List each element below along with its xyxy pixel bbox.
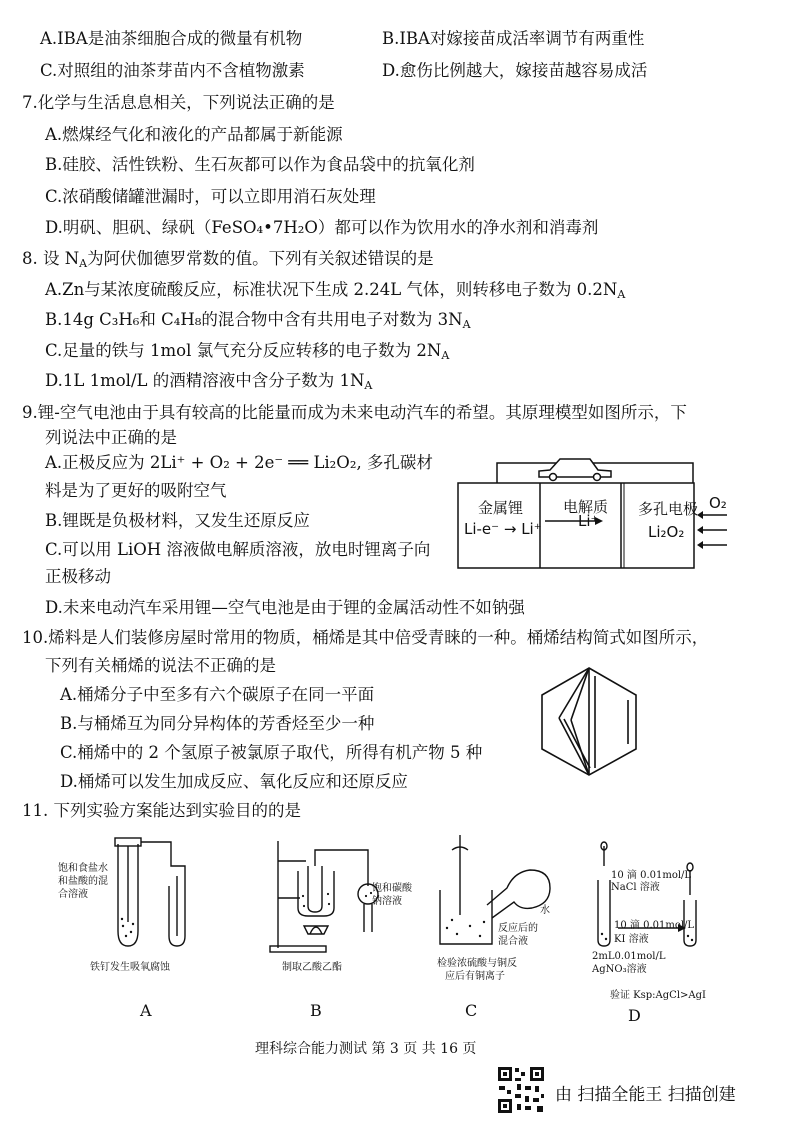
q10-stem-line2: 下列有关桶烯的说法不正确的是 [45,656,276,675]
q9-option-a-line2: 料是为了更好的吸附空气 [45,481,227,500]
q10-option-d: D.桶烯可以发生加成反应、氧化反应和还原反应 [60,772,408,791]
apparatus-b-label: B [310,1001,322,1020]
apparatus-c-water: 水 [540,905,550,916]
li2o2-label: Li₂O₂ [648,523,685,541]
q9-option-c-line1: C.可以用 LiOH 溶液做电解质溶液，放电时锂离子向 [45,540,431,559]
porous-electrode-label: 多孔电极 [638,500,699,518]
apparatus-d-drop2-b: KI 溶液 [614,934,649,945]
q10-option-c: C.桶烯中的 2 个氢原子被氯原子取代，所得有机产物 5 种 [60,743,483,762]
apparatus-c-label: C [465,1001,478,1020]
q7-option-b: B.硅胶、活性铁粉、生石灰都可以作为食品袋中的抗氧化剂 [45,155,475,174]
q11-stem: 11. 下列实验方案能达到实验目的的是 [22,801,301,820]
q6-option-a: A.IBA是油茶细胞合成的微量有机物 [40,29,303,48]
q7-option-c: C.浓硝酸储罐泄漏时，可以立即用消石灰处理 [45,187,376,206]
apparatus-d-base-1: 2mL0.01mol/L [592,951,666,962]
apparatus-a-reagent-1: 饱和食盐水 [58,863,108,874]
apparatus-d-base-2: AgNO₃溶液 [592,964,647,975]
q10-option-b: B.与桶烯互为同分异构体的芳香烃至少一种 [60,714,375,733]
metal-lithium-label: 金属锂 [478,499,524,517]
apparatus-b-reagent-1: 饱和碳酸 [372,883,412,894]
scanner-watermark: 由 扫描全能王 扫描创建 [555,1085,736,1105]
q9-option-d: D.未来电动汽车采用锂—空气电池是由于锂的金属活动性不如钠强 [45,598,525,617]
q10-stem-line1: 10.烯料是人们装修房屋时常用的物质，桶烯是其中倍受青睐的一种。桶烯结构简式如图所示， [22,628,709,647]
q9-option-a-line1: A.正极反应为 2Li⁺ + O₂ + 2e⁻ ══ Li₂O₂, 多孔碳材 [45,453,433,472]
apparatus-c-note-2: 混合液 [498,936,528,947]
electrolyte-ion-label: Li⁺ [578,512,599,530]
apparatus-a-caption: 铁钉发生吸氧腐蚀 [90,962,170,973]
apparatus-d [590,840,710,955]
apparatus-d-drop2-a: 10 滴 0.01mol/L [614,920,695,931]
q8-stem: 8. 设 $N_A$为阿伏伽德罗常数的值。下列有关叙述错误的是 [22,249,434,270]
apparatus-a-label: A [140,1001,152,1020]
q7-option-d: D.明矾、胆矾、绿矾（FeSO₄•7H₂O）都可以作为饮用水的净水剂和消毒剂 [45,218,599,237]
metal-reaction-label: Li-e⁻ → Li⁺ [464,520,542,538]
page-footer: 理科综合能力测试 第 3 页 共 16 页 [255,1041,477,1057]
q9-option-b: B.锂既是负极材料，又发生还原反应 [45,511,310,530]
q8-option-b: B.14g C₃H₆和 C₄H₈的混合物中含有共用电子对数为 $3N_A$ [45,310,471,331]
apparatus-a [105,836,205,956]
apparatus-d-drop1-b: NaCl 溶液 [611,882,660,893]
apparatus-c-note-1: 反应后的 [498,923,538,934]
apparatus-c-caption-1: 检验浓硫酸与铜反 [437,958,517,969]
q8-option-c: C.足量的铁与 1mol 氯气充分反应转移的电子数为 $2N_A$ [45,341,450,362]
apparatus-a-reagent-2: 和盐酸的混 [58,876,108,887]
qr-code-icon [497,1066,545,1114]
q6-option-c: C.对照组的油茶芽苗内不含植物激素 [40,61,305,80]
car-icon [539,459,611,481]
q8-option-d: D.1L 1mol/L 的酒精溶液中含分子数为 $1N_A$ [45,371,373,392]
q6-option-b: B.IBA对嫁接苗成活率调节有两重性 [382,29,645,48]
q9-stem-line2: 列说法中正确的是 [45,428,177,447]
q9-stem-line1: 9.锂-空气电池由于具有较高的比能量而成为未来电动汽车的希望。其原理模型如图所示，下 [22,403,687,422]
apparatus-b-reagent-2: 钠溶液 [372,896,402,907]
apparatus-d-label: D [628,1006,641,1025]
q10-option-a: A.桶烯分子中至多有六个碳原子在同一平面 [60,685,375,704]
oxygen-label: O₂ [709,494,727,512]
apparatus-d-drop1-a: 10 滴 0.01mol/L [611,870,692,881]
apparatus-c [432,830,562,955]
apparatus-d-caption: 验证 Ksp:AgCl>AgI [610,990,706,1001]
q6-option-d: D.愈伤比例越大，嫁接苗越容易成活 [382,61,648,80]
electrolyte-label: 电解质 [563,498,609,516]
apparatus-c-caption-2: 应后有铜离子 [445,971,505,982]
q9-option-c-line2: 正极移动 [45,567,111,586]
q8-option-a: A.Zn与某浓度硫酸反应，标准状况下生成 2.24L 气体，则转移电子数为 $0.2N_A$ [45,280,626,301]
barrelene-structure [535,662,645,780]
apparatus-a-reagent-3: 合溶液 [58,889,88,900]
q7-stem: 7.化学与生活息息相关，下列说法正确的是 [22,93,335,112]
apparatus-b-caption: 制取乙酸乙酯 [282,962,342,973]
q7-option-a: A.燃煤经气化和液化的产品都属于新能源 [45,125,343,144]
